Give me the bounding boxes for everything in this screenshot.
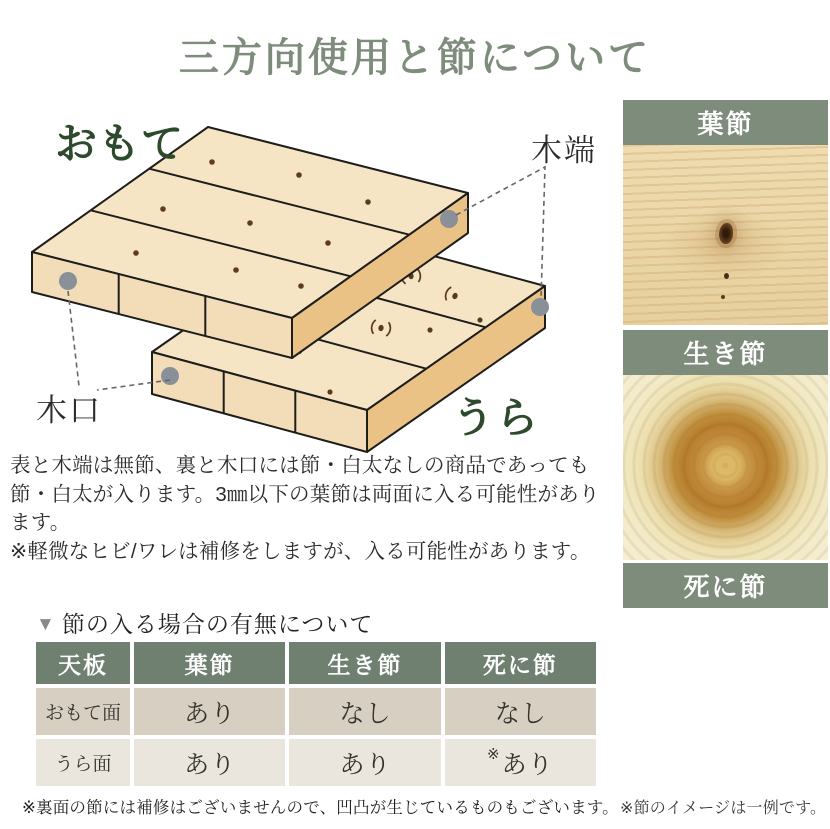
label-front-face: おもて — [55, 120, 185, 167]
table-heading-text: 節の入る場合の有無について — [61, 611, 374, 637]
knot-availability-table — [36, 642, 596, 786]
cell-value: あり — [184, 750, 237, 779]
label-back-face: うら — [452, 394, 541, 441]
table-cell — [445, 688, 596, 735]
leaf-knot-mark — [719, 223, 733, 244]
panel-live-knot-header: 生き節 — [623, 330, 828, 375]
cell-value: あり — [184, 699, 237, 728]
table-cell — [289, 739, 440, 786]
panel-live-knot — [623, 330, 828, 560]
page-title: 三方向使用と節について — [178, 36, 652, 80]
col-header-habushi: 葉節 — [134, 642, 285, 684]
triangle-marker-icon: ▼ — [36, 614, 56, 635]
table-cell — [445, 739, 596, 786]
col-header-ikibushi: 生き節 — [289, 642, 440, 684]
cell-value: なし — [494, 699, 547, 728]
leaf-knot-dot — [724, 273, 729, 279]
panel-dead-knot — [623, 563, 828, 786]
cell-note-mark: ※ — [487, 746, 501, 763]
board-diagram-svg — [0, 95, 620, 460]
label-end-grain: 木口 — [36, 393, 102, 428]
table-heading — [36, 606, 373, 639]
table-cell — [134, 688, 285, 735]
description-note: ※軽微なヒビ/ワレは補修をしますが、入る可能性があります。 — [10, 540, 591, 564]
description-body: 表と木端は無節、裏と木口には節・白太なしの商品であっても節・白太が入ります。3㎜以下の葉節は両面に入る可能性があります。 — [10, 454, 600, 535]
panel-leaf-knot — [623, 100, 828, 325]
col-header-shinibushi: 死に節 — [445, 642, 596, 684]
label-edge-face: 木端 — [531, 133, 597, 168]
table-cell — [289, 688, 440, 735]
col-header-tenban: 天板 — [36, 642, 130, 684]
table-cell — [134, 739, 285, 786]
cell-value: なし — [339, 699, 392, 728]
leaf-knot-photo — [623, 145, 828, 325]
panel-leaf-knot-header: 葉節 — [623, 100, 828, 145]
live-knot-photo — [623, 375, 828, 560]
table-footnote: ※裏面の節には補修はございませんので、凹凸が生じているものもございます。 — [22, 799, 619, 817]
cell-value: あり — [339, 750, 392, 779]
panel-note: ※節のイメージは一例です。 — [620, 800, 827, 817]
dead-knot-photo — [623, 608, 828, 786]
row-label-back: うら面 — [36, 739, 130, 786]
cell-value: あり — [501, 750, 554, 779]
row-label-front: おもて面 — [36, 688, 130, 735]
panel-dead-knot-header: 死に節 — [623, 563, 828, 608]
description-block — [10, 452, 614, 567]
board-diagram — [0, 95, 620, 460]
leaf-knot-dot — [721, 295, 725, 299]
